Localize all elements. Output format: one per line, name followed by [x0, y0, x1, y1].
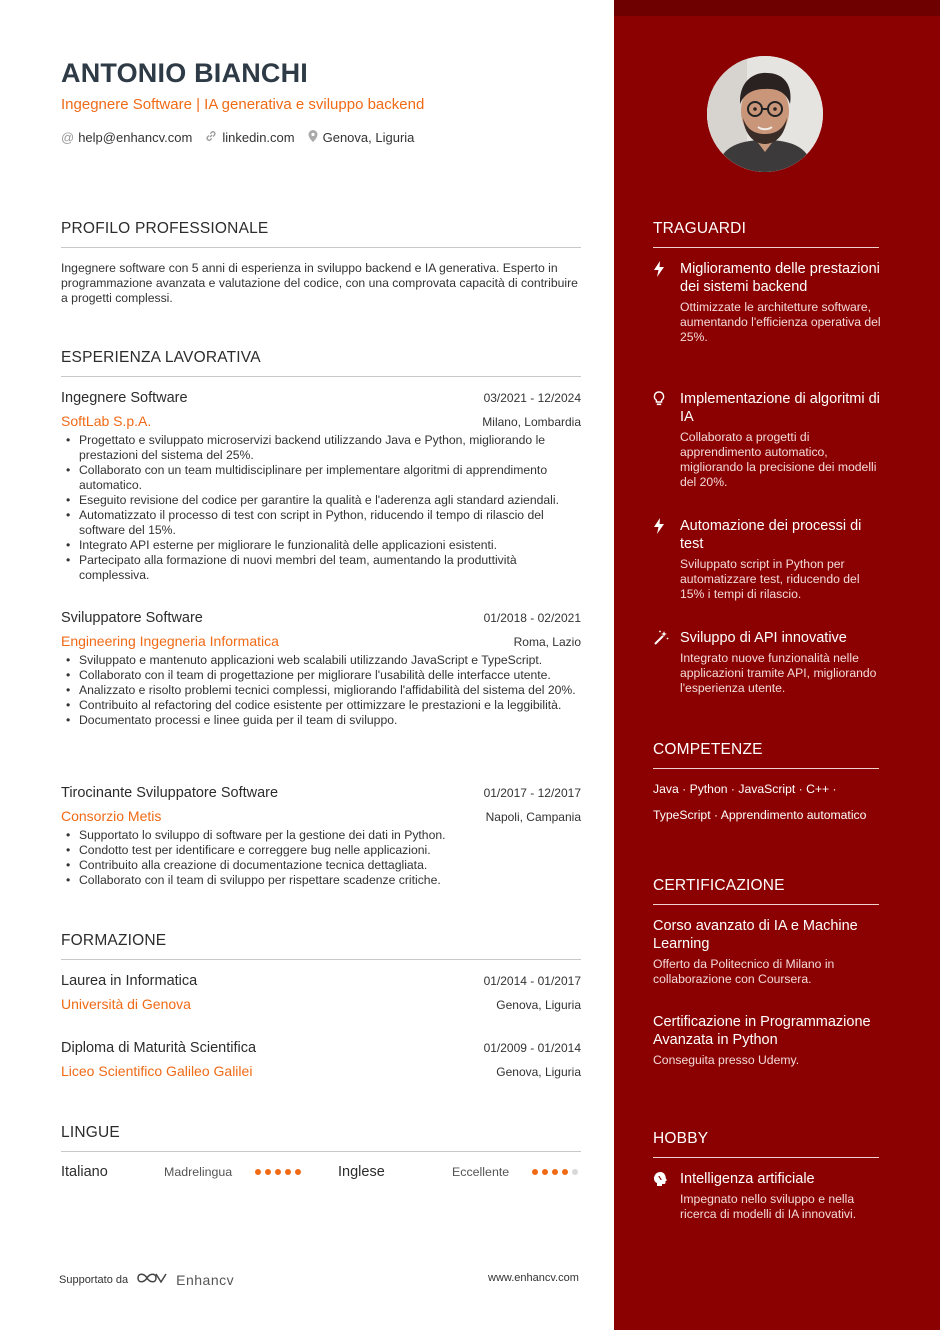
languages-row — [61, 1164, 581, 1180]
footer-brand: Enhancv — [176, 1271, 235, 1288]
job-company: SoftLab S.p.A. — [61, 413, 152, 429]
list-item: • Contribuito al refactoring del codice esistente per ottimizzare le prestazioni e la leggibilità. — [61, 698, 581, 713]
job-bullets — [61, 433, 581, 583]
sidebar-top-band — [614, 0, 940, 16]
school-location: Genova, Liguria — [496, 998, 581, 1012]
job-bullets — [61, 653, 581, 728]
job-title: Ingegnere Software — [61, 390, 188, 406]
job-entry — [61, 610, 581, 728]
contact-email[interactable] — [61, 130, 192, 145]
list-item: • Automatizzato il processo di test con script in Python, riducendo il tempo di rilascio del software del 15%. — [61, 508, 581, 538]
list-item: • Contribuito alla creazione di documentazione tecnica dettagliata. — [61, 858, 581, 873]
achievement-desc: Collaborato a progetti di apprendimento automatico, migliorando la precisione dei modelli del 20%. — [680, 430, 877, 489]
certification-title: Corso avanzato di IA e Machine Learning — [653, 918, 858, 952]
education-entry — [61, 1040, 581, 1079]
list-item: • Progettato e sviluppato microservizi backend utilizzando Java e Python, migliorando le prestazioni del sistema del 25%. — [61, 433, 581, 463]
brain-icon — [653, 1170, 680, 1222]
certification-item — [653, 1013, 879, 1068]
rating-dot — [562, 1169, 568, 1175]
skills-list — [653, 776, 883, 828]
hobby-desc: Impegnato nello sviluppo e nella ricerca di modelli di IA innovativi. — [680, 1192, 857, 1221]
job-location: Napoli, Campania — [485, 810, 581, 824]
education-dates: 01/2014 - 01/2017 — [483, 974, 581, 988]
language-level: Eccellente — [452, 1165, 510, 1179]
language-name: Inglese — [338, 1164, 385, 1180]
achievement-desc: Sviluppato script in Python per automatizzare test, riducendo del 15% i tempi di rilascio. — [680, 557, 860, 601]
achievement-title: Miglioramento delle prestazioni dei sistemi backend — [680, 261, 880, 295]
list-item: • Collaborato con un team multidisciplinare per implementare algoritmi di apprendimento automatico. — [61, 463, 581, 493]
section-heading-skills: COMPETENZE — [653, 741, 879, 769]
rating-dot — [265, 1169, 271, 1175]
footer-website[interactable]: www.enhancv.com — [488, 1272, 579, 1284]
achievement-desc: Integrato nuove funzionalità nelle applicazioni tramite API, migliorando l'esperienza utente. — [680, 651, 877, 695]
section-heading-certifications: CERTIFICAZIONE — [653, 877, 879, 905]
job-entry — [61, 390, 581, 583]
education-entry — [61, 973, 581, 1012]
job-location: Roma, Lazio — [513, 635, 581, 649]
section-heading-education: FORMAZIONE — [61, 932, 581, 960]
list-item: • Analizzato e risolto problemi tecnici complessi, migliorando l'affidabilità del sistema del 20%. — [61, 683, 581, 698]
achievement-item — [653, 629, 883, 696]
profile-text: Ingegnere software con 5 anni di esperienza in sviluppo backend e IA generativa. Esperto in programmazione avanzata e valutazione del codice, con una comprovata capacità di contribuire a progetti complessi. — [61, 261, 578, 305]
contact-linkedin-text: linkedin.com — [222, 130, 295, 145]
language-entry — [338, 1164, 581, 1180]
hobby-title: Intelligenza artificiale — [680, 1171, 815, 1187]
rating-dot — [285, 1169, 291, 1175]
rating-dot — [572, 1169, 578, 1175]
job-location: Milano, Lombardia — [482, 415, 581, 429]
job-title: Tirocinante Sviluppatore Software — [61, 785, 279, 801]
job-dates: 01/2017 - 12/2017 — [483, 786, 581, 800]
powered-by-label: Supportato da — [59, 1273, 129, 1286]
contact-location-text: Genova, Liguria — [322, 130, 415, 145]
job-bullets — [61, 828, 581, 888]
lightbulb-icon — [653, 390, 680, 490]
school-name: Università di Genova — [61, 996, 191, 1012]
contact-email-text: help@enhancv.com — [78, 130, 193, 145]
achievement-item — [653, 390, 883, 490]
language-rating — [532, 1169, 578, 1175]
list-item: • Collaborato con il team di progettazione per migliorare l'usabilità delle interfacce utente. — [61, 668, 581, 683]
certification-desc: Offerto da Politecnico di Milano in collaborazione con Coursera. — [653, 957, 835, 986]
link-icon — [204, 129, 218, 146]
footer-powered-by — [59, 1270, 234, 1289]
education-dates: 01/2009 - 01/2014 — [483, 1041, 581, 1055]
contact-linkedin[interactable] — [204, 129, 294, 146]
section-heading-hobby: HOBBY — [653, 1130, 879, 1158]
section-heading-achievements: TRAGUARDI — [653, 220, 879, 248]
list-item: • Supportato lo sviluppo di software per la gestione dei dati in Python. — [61, 828, 581, 843]
rating-dot — [275, 1169, 281, 1175]
lightning-icon — [653, 260, 680, 345]
rating-dot — [532, 1169, 538, 1175]
language-level: Madrelingua — [164, 1165, 233, 1179]
candidate-title: Ingegnere Software | IA generativa e sviluppo backend — [61, 96, 425, 113]
contact-bar — [61, 129, 414, 146]
list-item: • Eseguito revisione del codice per garantire la qualità e l'aderenza agli standard aziendali. — [61, 493, 581, 508]
job-company: Engineering Ingegneria Informatica — [61, 633, 279, 649]
magic-wand-icon — [653, 629, 680, 696]
list-item: • Condotto test per identificare e correggere bug nelle applicazioni. — [61, 843, 581, 858]
job-entry — [61, 785, 581, 888]
list-item: • Documentato processi e linee guida per il team di sviluppo. — [61, 713, 581, 728]
achievement-title: Implementazione di algoritmi di IA — [680, 391, 880, 425]
achievement-item — [653, 517, 883, 602]
certification-title: Certificazione in Programmazione Avanzata in Python — [653, 1014, 871, 1048]
skills-line: TypeScript · Apprendimento automatico — [653, 808, 867, 822]
job-title: Sviluppatore Software — [61, 610, 203, 626]
candidate-name: ANTONIO BIANCHI — [61, 58, 309, 88]
rating-dot — [542, 1169, 548, 1175]
lightning-icon — [653, 517, 680, 602]
contact-location — [307, 129, 415, 146]
rating-dot — [552, 1169, 558, 1175]
skills-line: Java · Python · JavaScript · C++ · — [653, 782, 837, 796]
rating-dot — [295, 1169, 301, 1175]
list-item: • Sviluppato e mantenuto applicazioni web scalabili utilizzando JavaScript e TypeScript. — [61, 653, 581, 668]
location-pin-icon — [307, 129, 319, 146]
section-heading-profile: PROFILO PROFESSIONALE — [61, 220, 581, 248]
degree-title: Diploma di Maturità Scientifica — [61, 1040, 257, 1056]
achievement-title: Automazione dei processi di test — [680, 518, 862, 552]
certification-desc: Conseguita presso Udemy. — [653, 1053, 800, 1067]
hobby-item — [653, 1170, 883, 1222]
language-rating — [255, 1169, 301, 1175]
section-heading-experience: ESPERIENZA LAVORATIVA — [61, 349, 581, 377]
list-item: • Partecipato alla formazione di nuovi membri del team, aumentando la produttività complessiva. — [61, 553, 581, 583]
degree-title: Laurea in Informatica — [61, 973, 198, 989]
job-dates: 01/2018 - 02/2021 — [483, 611, 581, 625]
section-heading-languages: LINGUE — [61, 1124, 581, 1152]
achievement-item — [653, 260, 883, 345]
job-dates: 03/2021 - 12/2024 — [483, 391, 581, 405]
at-icon: @ — [61, 130, 75, 145]
avatar — [707, 56, 823, 172]
language-name: Italiano — [61, 1164, 108, 1180]
achievement-title: Sviluppo di API innovative — [680, 630, 847, 646]
list-item: • Collaborato con il team di sviluppo per rispettare scadenze critiche. — [61, 873, 581, 888]
school-name: Liceo Scientifico Galileo Galilei — [61, 1063, 253, 1079]
rating-dot — [255, 1169, 261, 1175]
enhancv-logo-icon — [136, 1270, 168, 1289]
achievement-desc: Ottimizzate le architetture software, aumentando l'efficienza operativa del 25%. — [680, 300, 881, 344]
job-company: Consorzio Metis — [61, 808, 162, 824]
certification-item — [653, 917, 879, 987]
language-entry — [61, 1164, 338, 1180]
school-location: Genova, Liguria — [496, 1065, 581, 1079]
list-item: • Integrato API esterne per migliorare le funzionalità delle applicazioni esistenti. — [61, 538, 581, 553]
